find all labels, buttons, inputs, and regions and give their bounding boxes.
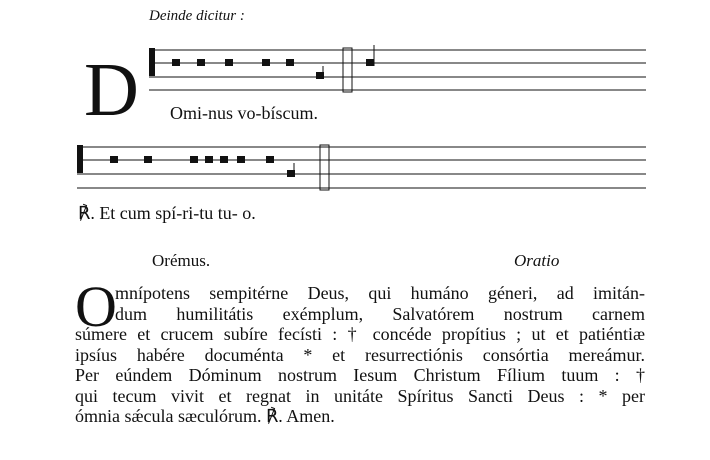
- versicle-initial: D: [84, 48, 139, 132]
- rubric: Deinde dicitur :: [149, 8, 245, 24]
- prayer-line: dum humilitátis exémplum, Salvatórem nostrum carnem: [115, 303, 645, 324]
- prayer-body: [75, 283, 645, 427]
- oratio-heading: Oratio: [514, 251, 560, 270]
- prayer-line: ipsíus habére documénta * et resurrectiónis consórtia mereámur.: [75, 344, 645, 365]
- prayer-line: súmere et crucem subíre fecísti : † concéde propítius ; ut et patiéntiæ: [75, 324, 645, 344]
- response-text: ℟. Et cum spí-ri-tu tu- o.: [78, 203, 256, 223]
- oremus-heading: Orémus.: [152, 251, 211, 270]
- prayer-line: ómnia sǽcula sæculórum. ℟. Amen.: [75, 406, 335, 426]
- prayer-line: mnípotens sempitérne Deus, qui humáno géneri, ad imitán-: [115, 283, 645, 303]
- prayer-line: qui tecum vivit et regnat in unitáte Spíritus Sancti Deus : * per: [75, 385, 645, 406]
- prayer-line: Per eúndem Dóminum nostrum Iesum Christum Fílium tuum : †: [75, 365, 645, 385]
- prayer-initial: O: [75, 274, 117, 339]
- do-clef-icon: [77, 145, 83, 173]
- versicle-text: Omi-nus vo-bíscum.: [170, 103, 318, 123]
